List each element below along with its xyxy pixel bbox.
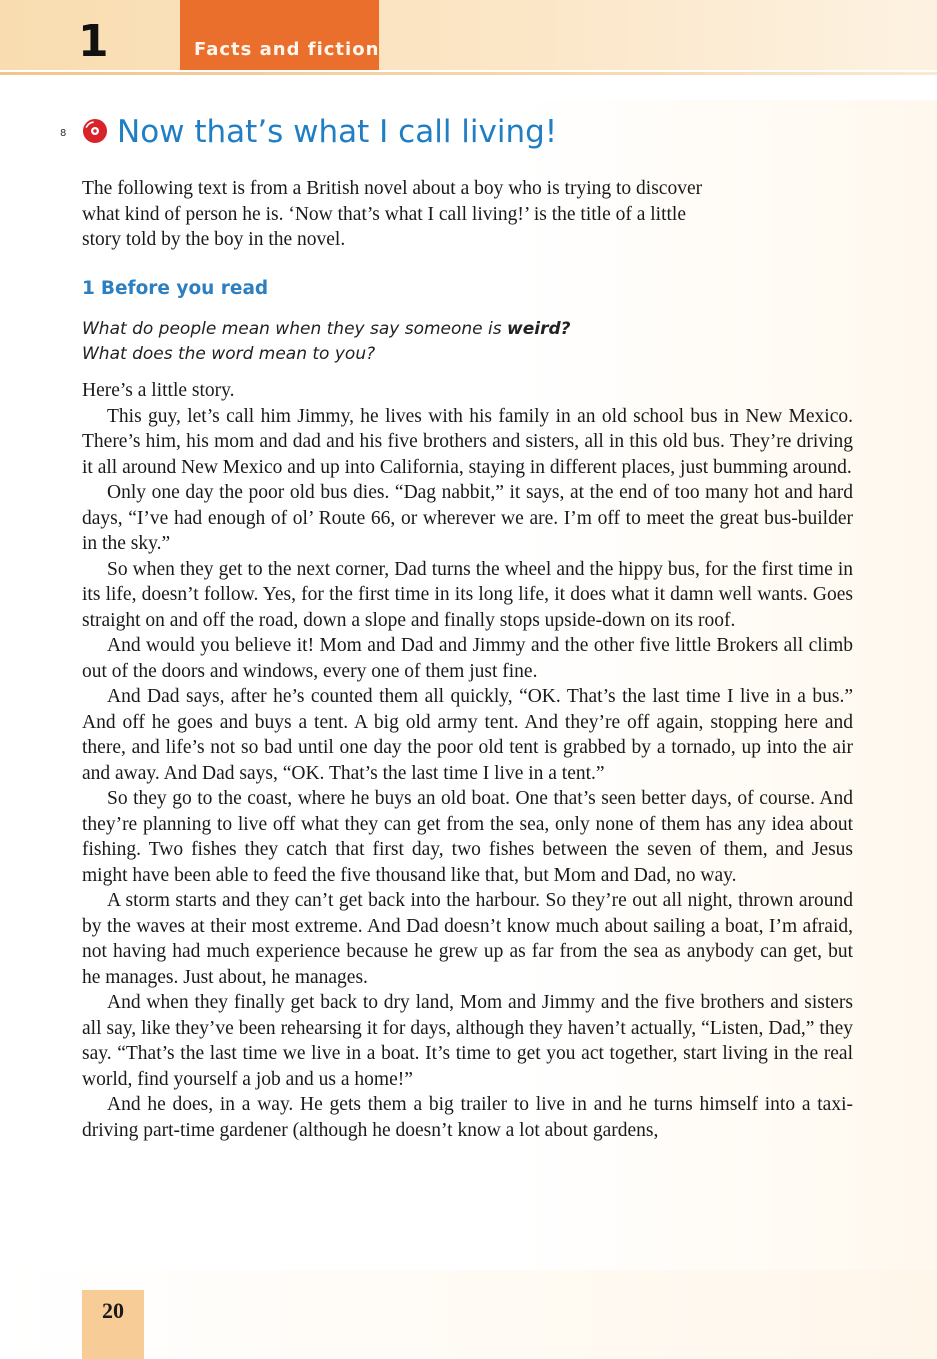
story-text [82, 378, 853, 1143]
header-band [0, 0, 937, 70]
pre-reading-questions [82, 317, 722, 367]
task-number: 1 [82, 278, 95, 299]
story-paragraph: And would you believe it! Mom and Dad and Jimmy and the other five little Brokers all climb out of the doors and windows, every one of them just fine. [82, 635, 853, 682]
intro-paragraph: The following text is from a British novel about a boy who is trying to discover what kind of person he is. ‘Now that’s what I call living!’ is the title of a little story told by the boy in the novel. [82, 178, 703, 250]
story-paragraph: So they go to the coast, where he buys an old boat. One that’s seen better days, of course. And they’re planning to live off what they can get from the sea, only none of them has any idea about fishing. Two fishes they catch that first day, two fishes between the seven of them, and Jesus might have been able to feed the five thousand like that, but Mom and Dad, no way. [82, 788, 853, 886]
story-paragraph: And when they finally get back to dry land, Mom and Jimmy and the five brothers and sisters all say, like they’ve been rehearsing it for days, although they haven’t actually, “Listen, Dad,” they say. “That’s the last time we live in a boat. It’s time to get you act together, start living in the real world, find yourself a job and us a home!” [82, 992, 853, 1090]
cd-audio-icon[interactable] [82, 118, 108, 144]
question-keyword: weird? [507, 319, 571, 339]
unit-number: 1 [78, 16, 109, 67]
unit-title: Facts and fiction [194, 39, 380, 60]
question-line-1 [82, 317, 722, 342]
audio-track-number: 8 [60, 128, 67, 139]
story-paragraph: So when they get to the next corner, Dad turns the wheel and the hippy bus, for the first time in its life, doesn’t follow. Yes, for the first time in its long life, it does what it damn well wants. Goes straight on and off the road, down a slope and finally stops upside-down on its roof. [82, 558, 853, 631]
story-paragraph: This guy, let’s call him Jimmy, he lives with his family in an old school bus in New Mexico. There’s him, his mom and dad and his five brothers and sisters, all in this old bus. They’re driving it all around New Mexico and up into California, staying in different places, just bumming around. [82, 405, 853, 478]
story-paragraph: Only one day the poor old bus dies. “Dag nabbit,” it says, at the end of too many hot and hard days, “I’ve had enough of ol’ Route 66, or wherever we are. I’m off to meet the great bus-builder in the sky.” [82, 482, 853, 554]
story-paragraph: And he does, in a way. He gets them a big trailer to live in and he turns himself into a taxi-driving part-time gardener (although he doesn’t know a lot about gardens, [82, 1094, 853, 1141]
story-paragraph: Here’s a little story. [82, 380, 235, 401]
question-line-2: What does the word mean to you? [82, 344, 376, 364]
task-heading: Before you read [100, 278, 269, 299]
page-number: 20 [102, 1298, 124, 1323]
story-paragraph: And Dad says, after he’s counted them all quickly, “OK. That’s the last time I live in a bus.” And off he goes and buys a tent. A big old army tent. And they’re off again, stopping here and there, and life’s not so bad until one day the poor old tent is grabbed by a tornado, up into the air and away. And Dad says, “OK. That’s the last time I live in a tent.” [82, 686, 853, 784]
question-text: What do people mean when they say someone is [82, 319, 508, 339]
intro-text [82, 176, 722, 253]
section-title: Now that’s what I call living! [117, 114, 558, 150]
header-rule [0, 72, 937, 75]
story-paragraph: A storm starts and they can’t get back into the harbour. So they’re out all night, thrown around by the waves at their most extreme. And Dad doesn’t know much about sailing a boat, I’m afraid, not having had much experience because he grew up as far from the sea as anybody can get, but he manages. Just about, he manages. [82, 890, 853, 988]
before-you-read-heading [82, 278, 268, 300]
